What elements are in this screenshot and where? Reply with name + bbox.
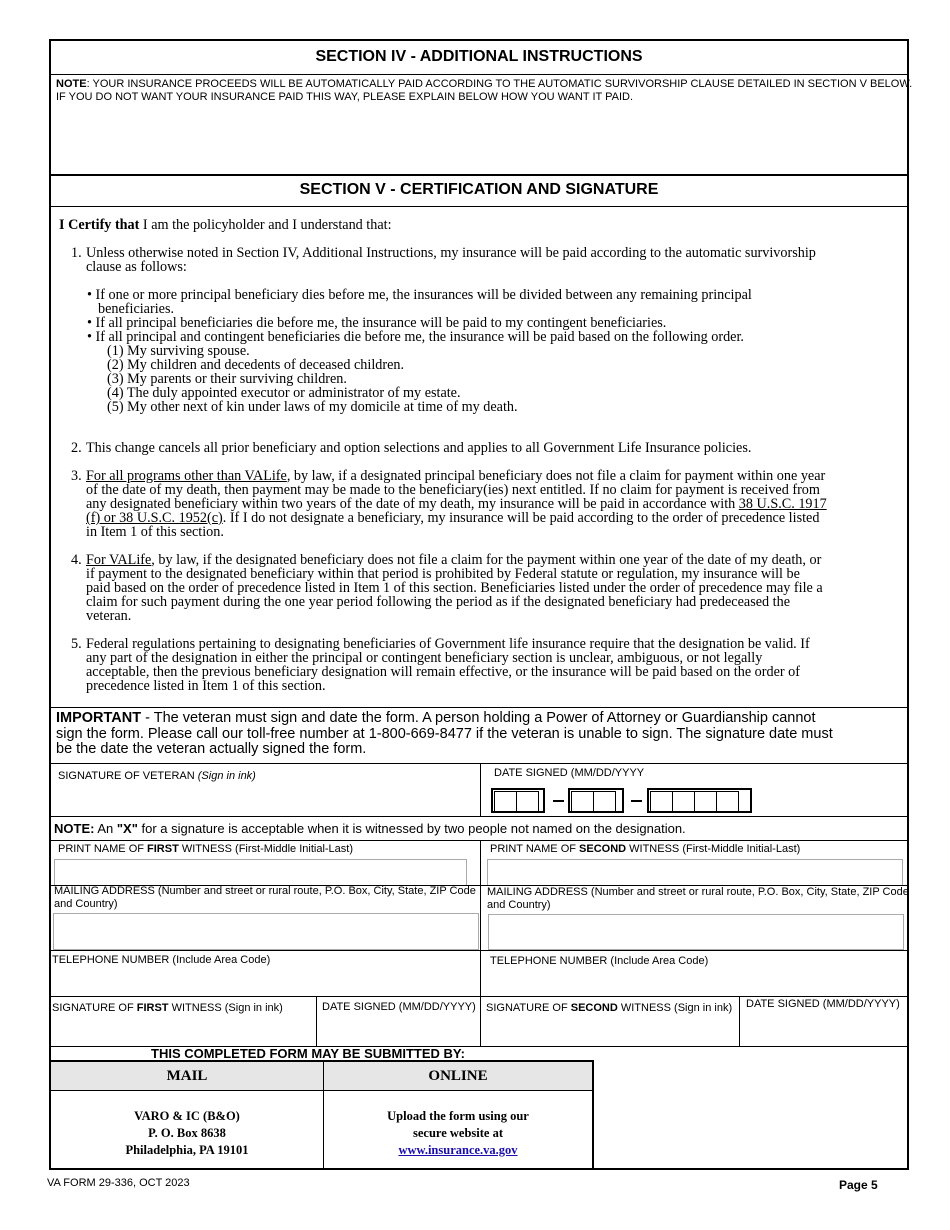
certify-item-2: 2. This change cancels all prior beneficiary and option selections and applies to all Government Life Insurance policies. [71,440,752,456]
veteran-signature-field[interactable] [51,786,480,816]
divider [51,763,907,764]
note-label: NOTE [56,78,87,90]
date-digit-box[interactable] [694,791,717,812]
certify-item-5: 5. Federal regulations pertaining to designating beneficiaries of Government life insurance require that the designation be valid. If any part of the designation in either the principal or contingent beneficiary section is unclear, ambiguous, or not legally acceptable, then the previous beneficiary designation will remain effective, or the insurance will be paid based on the order of precedence listed in Item 1 of this section. [71,636,810,694]
witness2-name-label: PRINT NAME OF SECOND WITNESS (First-Middle Initial-Last) [490,843,801,855]
date-digit-box[interactable] [494,791,517,812]
certify-item-3: 3. For all programs other than VALife, by law, if a designated principal beneficiary does not file a claim for payment within one year of the date of my death, then payment may be made to the beneficiary(ies) next entitled. If no claim for payment is received from any designated beneficiary within two years of the date of my death, my insurance will be paid in accordance with 38 U.S.C. 1917 (f) or 38 U.S.C. 1952(c). If I do not designate a beneficiary, my insurance will be paid according to the order of precedence listed in Item 1 of this section. [71,468,827,540]
order-3: (3) My parents or their surviving children. [107,371,347,387]
date-digit-box[interactable] [593,791,616,812]
witness2-name-input[interactable] [487,859,903,886]
divider [51,707,907,708]
date-year-input[interactable] [647,788,752,813]
divider [51,840,907,841]
online-header: ONLINE [324,1062,592,1091]
order-1: (1) My surviving spouse. [107,343,250,359]
witness2-signature-field[interactable] [481,1017,739,1045]
bullet-1: • If one or more principal beneficiary dies before me, the insurances will be divided between any remaining principal [87,287,752,303]
certify-item-4: 4. For VALife, by law, if the designated beneficiary does not file a claim for the payment within one year of the date of my death, or if payment to the designated beneficiary within that period is prohibited by Federal statute or regulation, my insurance will be paid based on the order of precedence listed in Item 1 of this section. Beneficiaries listed under the order of precedence may file a claim for such payment during the one year period following the period as if the designated beneficiary had predeceased the veteran. [71,552,823,624]
mail-header: MAIL [51,1062,324,1091]
witness1-signature-field[interactable] [51,1017,316,1045]
witness1-date-label: DATE SIGNED (MM/DD/YYYY) [322,1001,476,1013]
veteran-signature-label: SIGNATURE OF VETERAN (Sign in ink) [58,770,256,782]
bullet-1-cont: beneficiaries. [98,301,175,317]
bullet-3: • If all principal and contingent beneficiaries die before me, the insurance will be paid based on the following order. [87,329,744,345]
divider [51,816,907,817]
witness2-address-label: MAILING ADDRESS (Number and street or rural route, P.O. Box, City, State, ZIP Code and Country) [487,886,909,911]
witness2-date-label: DATE SIGNED (MM/DD/YYYY) [746,998,900,1010]
submit-title: THIS COMPLETED FORM MAY BE SUBMITTED BY: [151,1046,465,1061]
order-2: (2) My children and decedents of deceased children. [107,357,405,373]
certify-statement: I Certify that I am the policyholder and I understand that: [59,217,392,233]
bullet-2: • If all principal beneficiaries die before me, the insurance will be paid to my contingent beneficiaries. [87,315,667,331]
witness1-phone-label: TELEPHONE NUMBER (Include Area Code) [52,954,271,966]
witness1-address-input[interactable] [53,913,479,950]
date-digit-box[interactable] [716,791,739,812]
section4-note: NOTE: YOUR INSURANCE PROCEEDS WILL BE AUTOMATICALLY PAID ACCORDING TO THE AUTOMATIC SURVIVORSHIP CLAUSE DETAILED IN SECTION V BELOW. IF YOU DO NOT WANT YOUR INSURANCE PAID THIS WAY, PLEASE EXPLAIN BELOW HOW YOU WANT IT PAID. [56,78,913,103]
witness1-name-label: PRINT NAME OF FIRST WITNESS (First-Middle Initial-Last) [58,843,354,855]
date-month-input[interactable] [491,788,545,813]
witness2-date-input[interactable] [740,1017,908,1045]
divider [51,950,907,951]
submit-table [51,1060,594,1170]
witness2-signature-label: SIGNATURE OF SECOND WITNESS (Sign in ink) [486,1002,733,1014]
divider [480,763,481,816]
date-digit-box[interactable] [516,791,539,812]
section4-title: SECTION IV - ADDITIONAL INSTRUCTIONS [315,48,643,65]
important-notice: IMPORTANT - The veteran must sign and date the form. A person holding a Power of Attorney or Guardianship cannot sign the form. Please call our toll-free number at 1-800-669-8477 if the veteran is unable to sign. The signature date must be the date the veteran actually signed the form. [56,710,833,757]
insurance-website-link[interactable]: www.insurance.va.gov [398,1143,518,1157]
witness1-phone-input[interactable] [51,969,479,996]
date-digit-box[interactable] [650,791,673,812]
form-id: VA FORM 29-336, OCT 2023 [47,1177,190,1189]
witness2-phone-label: TELEPHONE NUMBER (Include Area Code) [490,955,709,967]
witness1-name-input[interactable] [54,859,467,886]
date-separator [631,800,642,802]
witness2-phone-input[interactable] [481,969,909,996]
date-digit-box[interactable] [672,791,695,812]
divider [51,174,907,176]
order-4: (4) The duly appointed executor or administrator of my estate. [107,385,461,401]
witness1-signature-label: SIGNATURE OF FIRST WITNESS (Sign in ink) [52,1002,283,1014]
mail-address: VARO & IC (B&O) P. O. Box 8638 Philadelphia, PA 19101 [125,1109,249,1157]
veteran-date-label: DATE SIGNED (MM/DD/YYYY [494,767,645,779]
section5-title: SECTION V - CERTIFICATION AND SIGNATURE [299,181,659,198]
witness1-address-label: MAILING ADDRESS (Number and street or rural route, P.O. Box, City, State, ZIP Code and Country) [54,885,476,910]
date-day-input[interactable] [568,788,624,813]
certify-item-1: 1. Unless otherwise noted in Section IV, Additional Instructions, my insurance will be paid according to the automatic survivorship clause as follows: [71,245,816,275]
page-number: Page 5 [839,1178,878,1192]
form-frame [49,39,913,1170]
witness2-address-input[interactable] [488,914,904,950]
witness1-date-input[interactable] [317,1017,479,1045]
order-5: (5) My other next of kin under laws of my domicile at time of my death. [107,399,518,415]
divider [480,840,481,1046]
date-digit-box[interactable] [571,791,594,812]
additional-instructions-field[interactable] [51,103,907,173]
witness-note: NOTE: An "X" for a signature is acceptable when it is witnessed by two people not named on the designation. [54,821,686,836]
divider [51,206,907,207]
date-separator [553,800,564,802]
online-instructions: Upload the form using our secure website at www.insurance.va.gov [387,1109,529,1157]
divider [51,74,907,75]
divider [51,996,907,997]
